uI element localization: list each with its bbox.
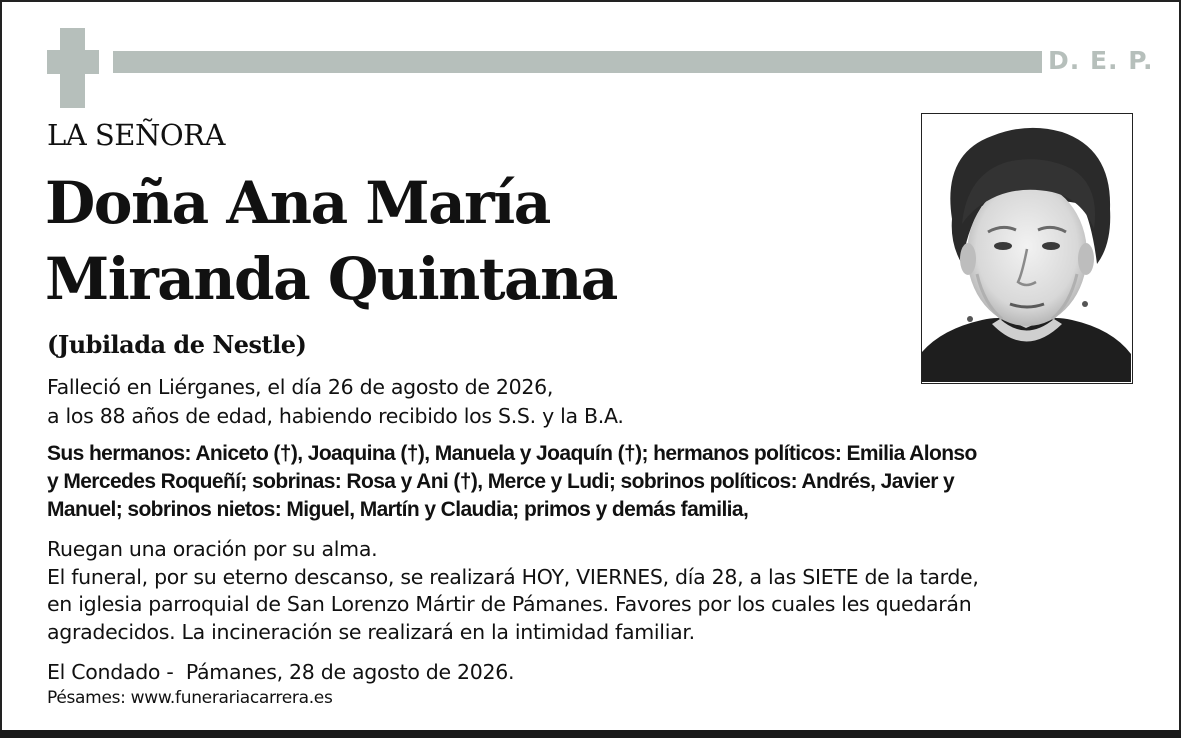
occupation: (Jubilada de Nestle) — [47, 330, 307, 359]
portrait-photo — [921, 113, 1133, 384]
bottom-border — [0, 730, 1181, 738]
header-rule — [113, 51, 1042, 73]
family-list-line-2: y Mercedes Roqueñí; sobrinas: Rosa y Ani (†), Merce y Ludi; sobrinos políticos: Andrés, Javier y — [47, 470, 955, 493]
cross-icon-arm — [47, 50, 99, 74]
deceased-name — [45, 165, 617, 317]
funeral-details-line-3: en iglesia parroquial de San Lorenzo Mártir de Pámanes. Favores por los cuales les quedarán — [47, 592, 972, 616]
funeral-details-line-1: Ruegan una oración por su alma. — [47, 537, 378, 561]
family-list-line-1: Sus hermanos: Aniceto (†), Joaquina (†), Manuela y Joaquín (†); hermanos políticos: Emilia Alonso — [47, 442, 977, 465]
dep-label: D. E. P. — [1048, 46, 1154, 75]
title-intro: LA SEÑORA — [47, 118, 225, 152]
death-notice-line-1: Falleció en Liérganes, el día 26 de agosto de 2026, — [47, 375, 554, 399]
deceased-name-line-2: Miranda Quintana — [45, 245, 617, 313]
place-date: El Condado - Pámanes, 28 de agosto de 2026. — [47, 660, 515, 684]
funeral-details-line-4: agradecidos. La incineración se realizará en la intimidad familiar. — [47, 619, 695, 644]
funeral-details-line-2: El funeral, por su eterno descanso, se realizará HOY, VIERNES, día 28, a las SIETE de la tarde, — [47, 564, 979, 589]
death-notice — [47, 373, 624, 431]
family-list-line-3: Manuel; sobrinos nietos: Miguel, Martín y Claudia; primos y demás familia, — [47, 498, 749, 521]
funeral-details — [47, 536, 979, 646]
condolences-link: Pésames: www.funerariacarrera.es — [47, 688, 333, 708]
family-list — [47, 440, 1137, 524]
deceased-name-line-1: Doña Ana María — [45, 169, 550, 237]
death-notice-line-2: a los 88 años de edad, habiendo recibido los S.S. y la B.A. — [47, 404, 624, 428]
portrait-image — [922, 114, 1131, 382]
